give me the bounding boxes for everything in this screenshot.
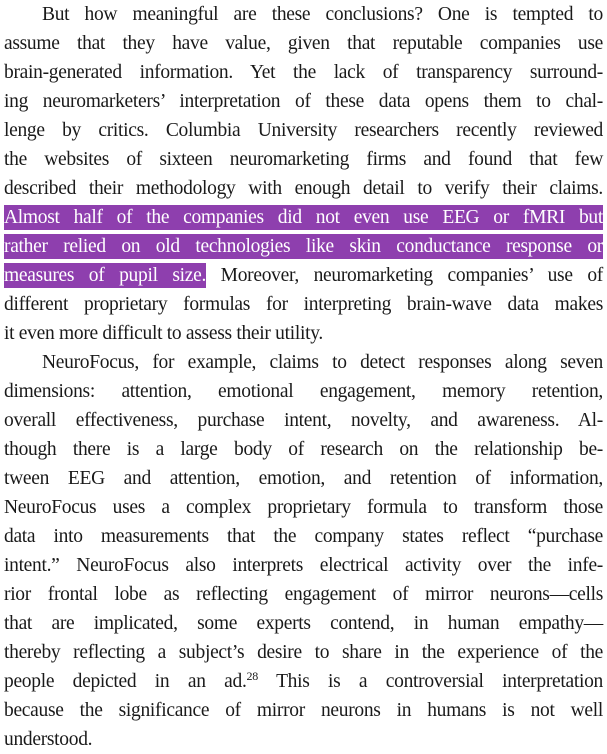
text-segment: that are implicated, some experts contend, in human empathy— bbox=[4, 613, 603, 634]
text-line bbox=[4, 580, 603, 609]
text-line bbox=[4, 29, 603, 58]
text-line bbox=[4, 377, 603, 406]
text-line bbox=[4, 174, 603, 203]
text-segment: it even more difficult to assess their utility. bbox=[4, 323, 323, 344]
text-segment: lenge by critics. Columbia University researchers recently reviewed bbox=[4, 120, 603, 141]
text-segment: overall effectiveness, purchase intent, novelty, and awareness. Al- bbox=[4, 410, 603, 431]
paragraph bbox=[4, 348, 603, 754]
text-segment: brain-generated information. Yet the lack of transparency surround- bbox=[4, 62, 603, 83]
text-line bbox=[4, 609, 603, 638]
text-line bbox=[4, 232, 603, 261]
text-line bbox=[4, 551, 603, 580]
text-line bbox=[4, 116, 603, 145]
highlighted-text: measures of pupil size. bbox=[4, 265, 207, 286]
text-line bbox=[4, 406, 603, 435]
text-segment: the websites of sixteen neuromarketing firms and found that few bbox=[4, 149, 603, 170]
text-line bbox=[4, 522, 603, 551]
text-segment: thereby reflecting a subject’s desire to share in the experience of the bbox=[4, 642, 603, 663]
text-line bbox=[4, 58, 603, 87]
text-segment: though there is a large body of research on the relationship be- bbox=[4, 439, 603, 460]
text-segment: But how meaningful are these conclusions? One is tempted to bbox=[42, 4, 603, 25]
text-segment: data into measurements that the company states reflect “purchase bbox=[4, 526, 603, 547]
text-segment: because the significance of mirror neurons in humans is not well bbox=[4, 700, 603, 721]
highlighted-text: rather relied on old technologies like skin conductance response or bbox=[4, 236, 603, 257]
text-line bbox=[4, 464, 603, 493]
text-segment: ing neuromarketers’ interpretation of these data opens them to chal- bbox=[4, 91, 603, 112]
text-line bbox=[4, 493, 603, 522]
text-segment: intent.” NeuroFocus also interprets electrical activity over the infe- bbox=[4, 555, 603, 576]
text-line bbox=[4, 261, 603, 290]
text-line bbox=[4, 696, 603, 725]
paragraph bbox=[4, 0, 603, 348]
text-segment: different proprietary formulas for interpreting brain-wave data makes bbox=[4, 294, 603, 315]
text-segment: understood. bbox=[4, 729, 93, 750]
highlighted-text: Almost half of the companies did not even use EEG or fMRI but bbox=[4, 207, 603, 228]
text-line bbox=[4, 348, 603, 377]
text-segment: described their methodology with enough detail to verify their claims. bbox=[4, 178, 603, 199]
text-line bbox=[4, 667, 603, 696]
text-segment: This is a controversial interpretation bbox=[257, 671, 603, 692]
footnote-reference: 28 bbox=[246, 669, 258, 683]
text-segment: NeuroFocus uses a complex proprietary formula to transform those bbox=[4, 497, 603, 518]
text-line bbox=[4, 203, 603, 232]
text-segment: dimensions: attention, emotional engagement, memory retention, bbox=[4, 381, 603, 402]
text-line bbox=[4, 290, 603, 319]
text-segment: rior frontal lobe as reflecting engagement of mirror neurons—cells bbox=[4, 584, 603, 605]
text-segment: assume that they have value, given that reputable companies use bbox=[4, 33, 603, 54]
text-line bbox=[4, 87, 603, 116]
text-line bbox=[4, 319, 603, 348]
text-segment: tween EEG and attention, emotion, and retention of information, bbox=[4, 468, 603, 489]
text-line bbox=[4, 638, 603, 667]
text-segment: people depicted in an ad. bbox=[4, 671, 247, 692]
text-line bbox=[4, 725, 603, 754]
text-line bbox=[4, 435, 603, 464]
text-line bbox=[4, 145, 603, 174]
text-segment: Moreover, neuromarketing companies’ use of bbox=[206, 265, 603, 286]
text-line bbox=[4, 0, 603, 29]
text-segment: NeuroFocus, for example, claims to detect responses along seven bbox=[42, 352, 603, 373]
